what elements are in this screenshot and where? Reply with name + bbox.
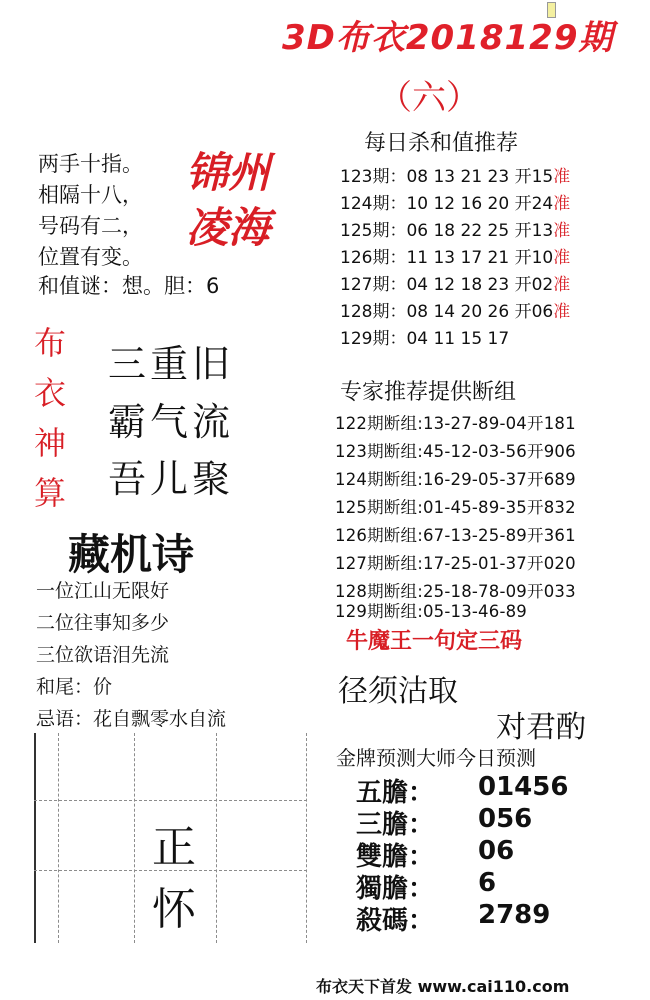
grid-line xyxy=(58,733,59,943)
poem-line: 二位往事知多少 xyxy=(36,612,170,634)
sum-row xyxy=(340,243,570,268)
vertical-char: 布 xyxy=(34,324,67,362)
poem-line: 三位欲语泪先流 xyxy=(36,644,170,666)
bull-king-title: 牛魔王一句定三码 xyxy=(346,629,523,654)
footer-link[interactable]: 布衣天下首发 www.cai110.com xyxy=(316,977,570,996)
gold-title: 金牌预测大师今日预测 xyxy=(336,746,536,770)
expert-row: 127期断组:17-25-01-37开020 xyxy=(335,554,576,573)
poem-title: 藏机诗 xyxy=(68,530,195,579)
gold-value: 056 xyxy=(478,804,533,834)
gold-label: 獨膽： xyxy=(356,874,435,904)
expert-title: 专家推荐提供断组 xyxy=(340,380,517,405)
hit-mark: 准 xyxy=(553,302,571,322)
divine-phrase: 吾儿聚 xyxy=(108,457,235,501)
riddle-line: 相隔十八， xyxy=(38,183,143,207)
grid-line xyxy=(216,733,217,943)
gold-value: 6 xyxy=(478,868,497,898)
vertical-char: 衣 xyxy=(34,374,67,412)
riddle-line: 两手十指。 xyxy=(38,152,143,176)
expert-row: 122期断组:13-27-89-04开181 xyxy=(335,414,576,433)
sum-row xyxy=(340,189,570,214)
grid-char: 正 xyxy=(152,822,196,873)
sum-row-text: 125期：06 18 22 25 开13 xyxy=(340,221,554,241)
city-bottom: 凌海 xyxy=(186,203,271,252)
poem-line: 和尾：价 xyxy=(36,676,113,698)
verse-line: 对君酌 xyxy=(496,710,586,745)
gold-label: 五膽： xyxy=(356,778,435,808)
sum-row xyxy=(340,162,570,187)
sum-row-text: 129期：04 11 15 17 xyxy=(340,329,510,349)
sum-row-text: 128期：08 14 20 26 开06 xyxy=(340,302,554,322)
sum-row-text: 123期：08 13 21 23 开15 xyxy=(340,167,554,187)
sum-row xyxy=(340,216,570,241)
page-title: 3D布衣2018129期 xyxy=(282,18,614,58)
vertical-char: 算 xyxy=(34,474,67,512)
hit-mark: 准 xyxy=(553,221,571,241)
issue-tag: （六） xyxy=(378,78,480,118)
sum-row-text: 124期：10 12 16 20 开24 xyxy=(340,194,554,214)
hit-mark: 准 xyxy=(553,194,571,214)
expert-row: 129期断组:05-13-46-89 xyxy=(335,602,527,621)
character-grid xyxy=(34,733,307,943)
gold-value: 06 xyxy=(478,836,515,866)
grid-char: 怀 xyxy=(152,884,196,935)
poem-line: 忌语：花自飘零水自流 xyxy=(36,708,227,730)
sum-row-text: 126期：11 13 17 21 开10 xyxy=(340,248,554,268)
poem-line: 一位江山无限好 xyxy=(36,580,170,602)
riddle-line: 位置有变。 xyxy=(38,245,143,269)
grid-line xyxy=(134,733,135,943)
sum-recommend-title: 每日杀和值推荐 xyxy=(364,131,519,156)
gold-value: 01456 xyxy=(478,772,569,802)
divine-phrase: 霸气流 xyxy=(108,400,235,444)
sum-row xyxy=(340,270,570,295)
verse-line: 径须沽取 xyxy=(338,674,458,709)
expert-row: 125期断组:01-45-89-35开832 xyxy=(335,498,576,517)
sum-row-text: 127期：04 12 18 23 开02 xyxy=(340,275,554,295)
gold-value: 2789 xyxy=(478,900,551,930)
expert-row: 128期断组:25-18-78-09开033 xyxy=(335,582,576,601)
gold-label: 雙膽： xyxy=(356,842,435,872)
grid-line xyxy=(306,733,307,943)
hit-mark: 准 xyxy=(553,167,571,187)
gold-label: 殺碼： xyxy=(356,906,435,936)
riddle-line: 号码有二， xyxy=(38,214,143,238)
sum-row xyxy=(340,324,509,349)
hit-mark: 准 xyxy=(553,248,571,268)
expert-row: 123期断组:45-12-03-56开906 xyxy=(335,442,576,461)
sum-row xyxy=(340,297,570,322)
vertical-char: 神 xyxy=(34,424,67,462)
hit-mark: 准 xyxy=(553,275,571,295)
expert-row: 126期断组:67-13-25-89开361 xyxy=(335,526,576,545)
gold-label: 三膽： xyxy=(356,810,435,840)
city-top: 锦州 xyxy=(186,148,271,197)
expert-row: 124期断组:16-29-05-37开689 xyxy=(335,470,576,489)
grid-line xyxy=(34,800,307,801)
divine-phrase: 三重旧 xyxy=(108,342,235,386)
grid-line xyxy=(34,733,36,943)
sum-hint: 和值谜：想。胆：6 xyxy=(38,274,220,298)
